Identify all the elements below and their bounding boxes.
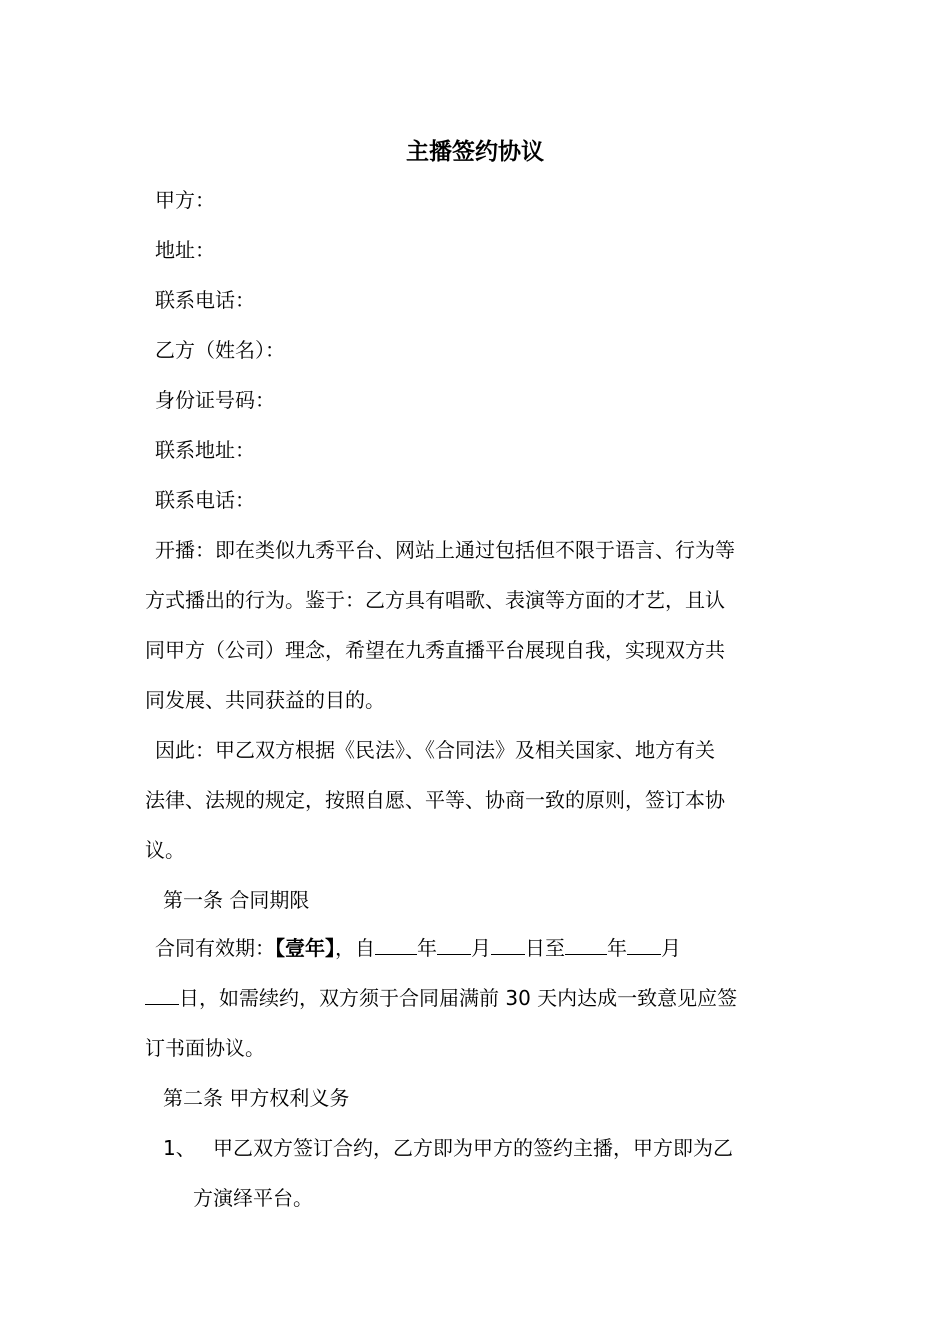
month-label: 月 [661,936,681,960]
intro-line-4: 同发展、共同获益的目的。 [145,688,385,712]
blank-line [491,934,525,955]
document-title: 主播签约协议 [406,138,544,165]
address-field: 地址： [155,238,215,262]
year-label: 年 [417,936,437,960]
contract-term-line [155,933,825,963]
party-b-field: 乙方（姓名）： [155,338,285,362]
renewal-text: 日，如需续约，双方须于合同届满前 30 天内达成一致意见应签 [179,986,738,1010]
item-1-line-2: 方演绎平台。 [193,1186,313,1210]
basis-line-2: 法律、法规的规定，按照自愿、平等、协商一致的原则，签订本协 [145,788,725,812]
renewal-line-end: 订书面协议。 [145,1036,265,1060]
term-label: 合同有效期： [155,936,275,960]
item-1-number: 1、 [163,1136,196,1160]
phone-b-field: 联系电话： [155,488,255,512]
basis-line-1: 因此：甲乙双方根据《民法》、《合同法》及相关国家、地方有关 [155,738,715,762]
term-from: ，自 [335,936,375,960]
id-number-field: 身份证号码： [155,388,275,412]
blank-line [145,984,179,1005]
month-label: 月 [471,936,491,960]
item-1-line-1: 甲乙双方签订合约，乙方即为甲方的签约主播，甲方即为乙 [213,1136,733,1160]
phone-a-field: 联系电话： [155,288,255,312]
blank-line [437,934,471,955]
day-to-label: 日至 [525,936,565,960]
article-1-heading: 第一条 合同期限 [163,888,310,912]
blank-line [627,934,661,955]
intro-line-3: 同甲方（公司）理念，希望在九秀直播平台展现自我，实现双方共 [145,638,725,662]
term-value: 【壹年】 [275,936,335,960]
blank-line [565,934,607,955]
party-a-field: 甲方： [155,188,215,212]
renewal-line [145,983,815,1013]
year-label: 年 [607,936,627,960]
article-2-heading: 第二条 甲方权利义务 [163,1086,350,1110]
intro-line-2: 方式播出的行为。鉴于：乙方具有唱歌、表演等方面的才艺，且认 [145,588,725,612]
intro-line-1: 开播：即在类似九秀平台、网站上通过包括但不限于语言、行为等 [155,538,735,562]
blank-line [375,934,417,955]
basis-line-3: 议。 [145,838,185,862]
address-b-field: 联系地址： [155,438,255,462]
